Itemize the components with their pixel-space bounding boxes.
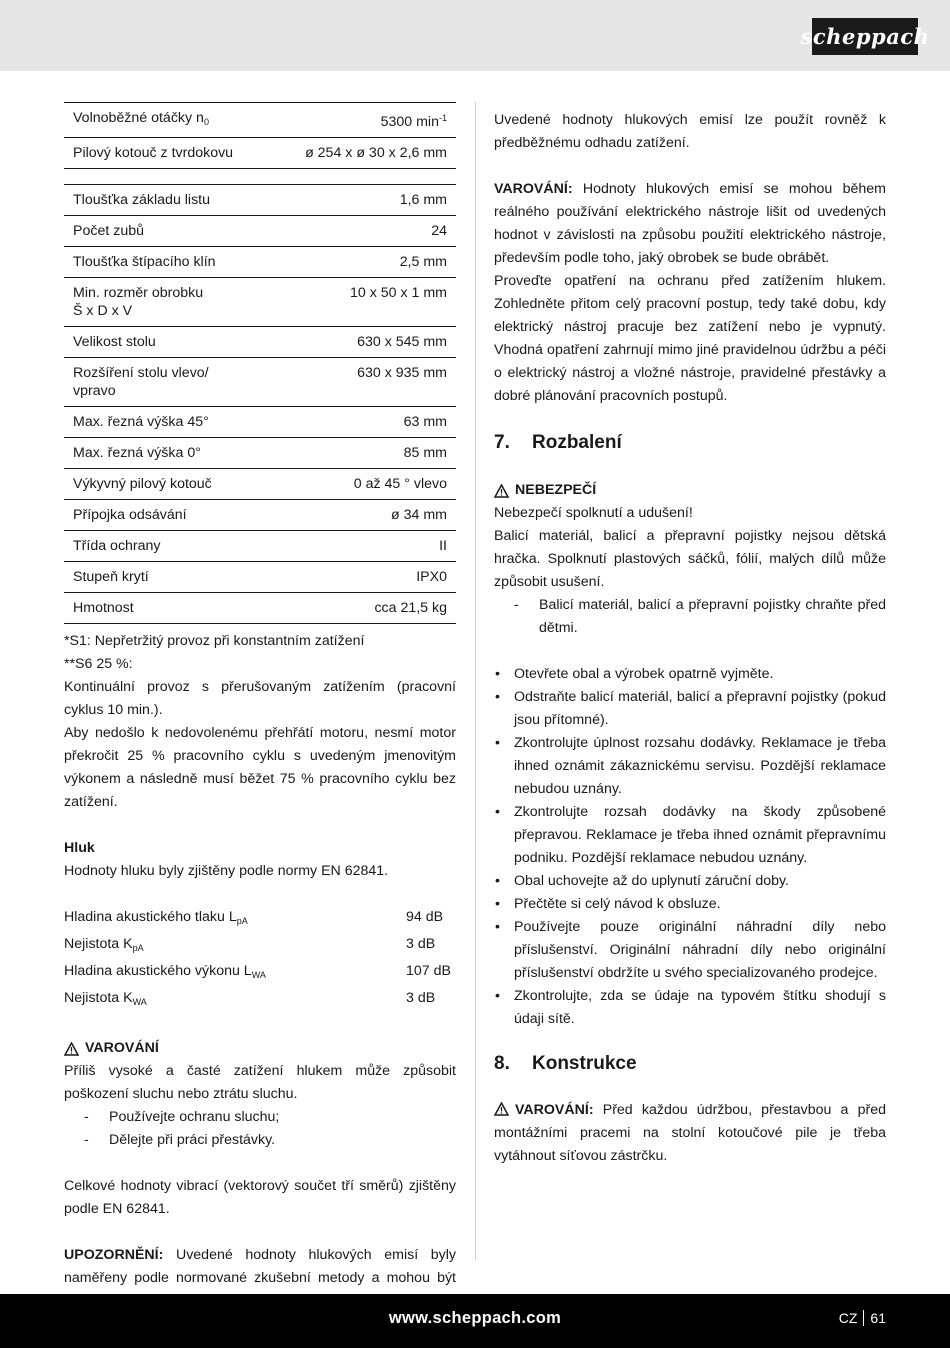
noise-value: 3 dB	[406, 936, 436, 952]
section-7-number: 7.	[494, 432, 510, 453]
vibration-text: Celkové hodnoty vibrací (vektorový součet tří směrů) zjištěny podle EN 62841.	[64, 1178, 456, 1217]
danger-list-item: - Balicí materiál, balicí a přepravní pojistky chraňte před dětmi.	[494, 594, 886, 640]
spec-subscript: 0	[203, 117, 209, 127]
unpack-list-item: • Používejte pouze originální náhradní díly nebo příslušenství. Originální náhradní díly nebo originální příslušenství obdržíte u svého specializovaného prodejce.	[494, 916, 886, 985]
unpack-list-item: • Otevřete obal a výrobek opatrně vyjměte.	[494, 663, 886, 686]
spec-label: Min. rozměr obrobku Š x D x V	[64, 278, 271, 327]
footer-bar	[0, 1294, 950, 1348]
danger-line-1: Nebezpečí spolknutí a udušení!	[494, 505, 693, 521]
spec-row	[64, 438, 456, 469]
spec-label: Volnoběžné otáčky $n_0$	[64, 103, 271, 138]
danger-line-2: Balicí materiál, balicí a přepravní pojistky nejsou dětská hračka. Spolknutí plastových sáčků, fólií, malých dílů může způsobit usušení.	[494, 528, 886, 590]
spec-gap	[64, 169, 456, 185]
spec-label: Stupeň krytí	[64, 562, 271, 593]
noise-label: Hladina akustického tlaku $L_{pA}$	[64, 909, 248, 926]
spec-label: Výkyvný pilový kotouč	[64, 469, 271, 500]
warning-heading	[64, 1037, 456, 1060]
spec-value: 2,5 mm	[271, 247, 456, 278]
spec-row	[64, 247, 456, 278]
unpack-list-item: • Zkontrolujte, zda se údaje na typovém štítku shodují s údaji sítě.	[494, 985, 886, 1031]
spec-value: cca 21,5 kg	[271, 593, 456, 624]
noise-heading: Hluk	[64, 840, 95, 856]
s6-label: **S6 25 %:	[64, 656, 133, 672]
spec-label: Pilový kotouč z tvrdokovu	[64, 138, 271, 169]
spec-superscript: -1	[438, 113, 447, 123]
noise-value: 107 dB	[406, 963, 451, 979]
spec-row	[64, 531, 456, 562]
spec-value: ø 254 x ø 30 x 2,6 mm	[271, 138, 456, 169]
spec-row	[64, 593, 456, 624]
footer-url-link[interactable]: www.scheppach.com	[388, 1309, 562, 1327]
spec-label: Třída ochrany	[64, 531, 271, 562]
left-column	[64, 102, 456, 1313]
intro-text: Uvedené hodnoty hlukových emisí lze použít rovněž k předběžnému odhadu zatížení.	[494, 112, 886, 151]
page-separator	[863, 1310, 864, 1326]
unpack-list	[494, 663, 886, 1031]
section-8-warning	[494, 1099, 886, 1168]
page-indicator	[839, 1310, 886, 1326]
language-code: CZ	[838, 1310, 858, 1326]
section-8-number: 8.	[494, 1053, 510, 1074]
spec-row	[64, 469, 456, 500]
noise-value: 3 dB	[406, 990, 436, 1006]
section-7-title: Rozbalení	[532, 432, 622, 453]
spec-value: 5300 $\min^{-1}$	[271, 103, 456, 138]
noise-subscript: pA	[132, 943, 144, 953]
specs-table	[64, 102, 456, 624]
noise-row	[64, 960, 456, 987]
unpack-list-item: • Přečtěte si celý návod k obsluze.	[494, 893, 886, 916]
page-number: 61	[870, 1310, 886, 1326]
spec-row	[64, 358, 456, 407]
header-bar	[0, 0, 950, 71]
scheppach-logo: scheppach	[812, 18, 918, 55]
spec-label: Tloušťka štípacího klín	[64, 247, 271, 278]
noise-subscript: WA	[251, 970, 266, 980]
spec-row	[64, 216, 456, 247]
noise-intro: Hodnoty hluku byly zjištěny podle normy EN 62841.	[64, 863, 389, 879]
spec-row	[64, 278, 456, 327]
right-column	[494, 102, 886, 1168]
column-divider	[475, 102, 476, 1260]
unpack-list-item: • Zkontrolujte rozsah dodávky na škody způsobené přepravou. Reklamace je třeba ihned oznámit přepravnímu podniku. Pozdější reklamace nebudou uznány.	[494, 801, 886, 870]
noise-row	[64, 987, 456, 1014]
spec-row	[64, 103, 456, 138]
unpack-list-item: • Obal uchovejte až do uplynutí záruční doby.	[494, 870, 886, 893]
spec-value: 24	[271, 216, 456, 247]
spec-value: ø 34 mm	[271, 500, 456, 531]
spec-row	[64, 500, 456, 531]
warning-text: Hodnoty hlukových emisí se mohou během reálného používání elektrického nástroje lišit od uvedených hodnot v závislosti na způsobu použití elektrického nástroje, především podle toho, jaký obrobek se bude obrábět.	[494, 181, 886, 266]
noise-label: Nejistota $K_{pA}$	[64, 936, 144, 953]
noise-value: 94 dB	[406, 909, 444, 925]
warning-triangle-icon	[494, 1102, 509, 1116]
warning-text: Příliš vysoké a časté zatížení hlukem může způsobit poškození sluchu nebo ztrátu sluchu.	[64, 1063, 456, 1102]
s6-text-2: Aby nedošlo k nedovolenému přehřátí motoru, nesmí motor překročit 25 % pracovního cyklu s uvedeným jmenovitým výkonem a následně musí běžet 75 % pracovního cyklu bez zatížení.	[64, 725, 456, 810]
spec-value: 1,6 mm	[271, 185, 456, 216]
spec-value: 630 x 545 mm	[271, 327, 456, 358]
spec-value: 63 mm	[271, 407, 456, 438]
s8-warning-text: Před každou údržbou, přestavbou a před montážními pracemi na stolní kotoučové pile je třeba vytáhnout síťovou zástrčku.	[494, 1102, 886, 1164]
unpack-list-item: • Odstraňte balicí materiál, balicí a přepravní pojistky (pokud jsou přítomné).	[494, 686, 886, 732]
noise-values	[64, 906, 456, 1014]
warning-list-item: - Dělejte při práci přestávky.	[64, 1129, 456, 1152]
s1-note: *S1: Nepřetržitý provoz při konstantním zatížení	[64, 633, 365, 649]
spec-row	[64, 185, 456, 216]
warning-list-item: - Používejte ochranu sluchu;	[64, 1106, 456, 1129]
s6-text: Kontinuální provoz s přerušovaným zatížením (pracovní cyklus 10 min.).	[64, 679, 456, 718]
spec-value: II	[271, 531, 456, 562]
danger-title: NEBEZPEČÍ	[515, 482, 597, 498]
spec-row	[64, 407, 456, 438]
section-7-heading	[494, 430, 886, 456]
noise-row	[64, 933, 456, 960]
noise-subscript: pA	[236, 916, 248, 926]
spec-label: Rozšíření stolu vlevo/ vpravo	[64, 358, 271, 407]
noise-subscript: WA	[132, 997, 147, 1007]
spec-label-line-2: Š x D x V	[73, 303, 133, 319]
warning-label: VAROVÁNÍ:	[494, 181, 573, 197]
note-text: Uvedené hodnoty hlukových emisí byly naměřeny podle normované zkušební metody a mohou být	[64, 1247, 456, 1286]
section-8-title: Konstrukce	[532, 1053, 637, 1074]
noise-label: Nejistota $K_{WA}$	[64, 990, 147, 1007]
spec-label: Max. řezná výška 0°	[64, 438, 271, 469]
warning-triangle-icon	[64, 1042, 79, 1056]
spec-label-line-2: vpravo	[73, 383, 116, 399]
danger-heading	[494, 479, 886, 502]
spec-row	[64, 138, 456, 169]
warning-paragraph	[494, 178, 886, 270]
spec-row	[64, 327, 456, 358]
spec-value: 630 x 935 mm	[271, 358, 456, 407]
spec-value: 10 x 50 x 1 mm	[271, 278, 456, 327]
unpack-list-item: • Zkontrolujte úplnost rozsahu dodávky. Reklamace je třeba ihned oznámit zákaznickému servisu. Pozdější reklamace nebudou uznány.	[494, 732, 886, 801]
warning-triangle-icon	[494, 484, 509, 498]
spec-label: Tloušťka základu listu	[64, 185, 271, 216]
danger-list	[494, 594, 886, 640]
noise-row	[64, 906, 456, 933]
spec-label: Max. řezná výška 45°	[64, 407, 271, 438]
warning-list	[64, 1106, 456, 1152]
spec-label: Počet zubů	[64, 216, 271, 247]
spec-label: Velikost stolu	[64, 327, 271, 358]
noise-label: Hladina akustického výkonu $L_{WA}$	[64, 963, 266, 980]
spec-value: IPX0	[271, 562, 456, 593]
spec-value: 0 až 45 ° vlevo	[271, 469, 456, 500]
spec-label: Hmotnost	[64, 593, 271, 624]
spec-row	[64, 562, 456, 593]
spec-label: Přípojka odsávání	[64, 500, 271, 531]
s8-warning-label: VAROVÁNÍ:	[515, 1102, 594, 1118]
section-8-heading	[494, 1051, 886, 1077]
warning-title: VAROVÁNÍ	[85, 1040, 159, 1056]
spec-value: 85 mm	[271, 438, 456, 469]
note-label: UPOZORNĚNÍ:	[64, 1247, 164, 1263]
measures-text: Proveďte opatření na ochranu před zatížením hlukem. Zohledněte přitom celý pracovní postup, tedy také dobu, kdy elektrický nástroj pracuje bez zatížení nebo je vypnutý. Vhodná opatření zahrnují mimo jiné pravidelnou údržbu a péči o elektrický nástroj a vložné nástroje, pravidelné přestávky a dobré plánování pracovních postupů.	[494, 273, 886, 404]
